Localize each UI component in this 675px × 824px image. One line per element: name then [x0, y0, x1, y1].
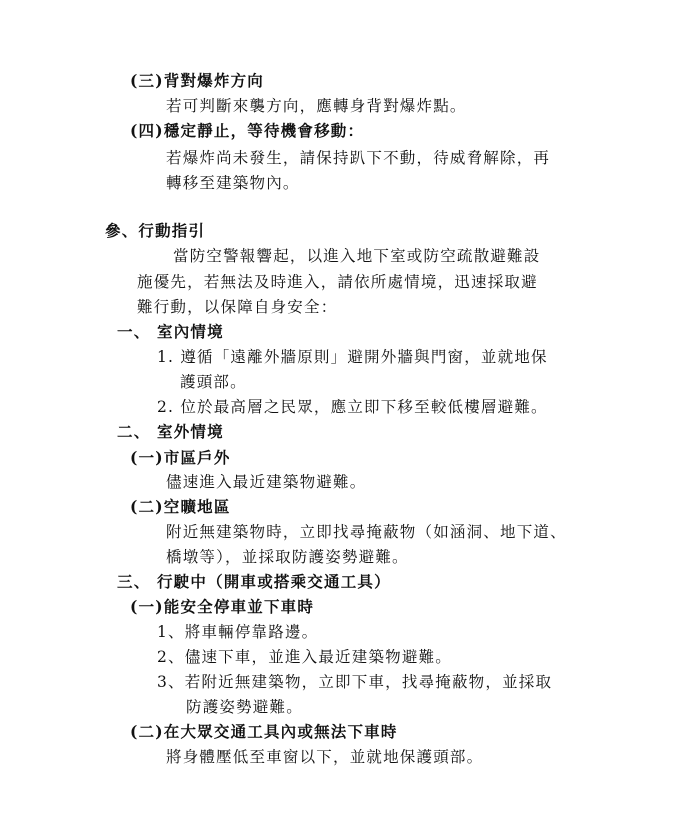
- outdoor-heading: 二、 室外情境: [117, 422, 224, 441]
- indoor-point1-line2: 護頭部。: [180, 373, 247, 391]
- item4-heading: (四)穩定靜止，等待機會移動：: [130, 121, 365, 140]
- driving-safe-point3-line2: 防護姿勢避難。: [186, 698, 303, 716]
- outdoor-open-line1: 附近無建築物時，立即找尋掩蔽物（如涵洞、地下道、: [166, 523, 567, 541]
- driving-transit-text: 將身體壓低至車窗以下，並就地保護頭部。: [166, 748, 484, 766]
- section-intro-line1: 當防空警報響起，以進入地下室或防空疏散避難設: [173, 247, 541, 265]
- indoor-point2: 2. 位於最高層之民眾，應立即下移至較低樓層避難。: [157, 398, 548, 416]
- outdoor-urban-heading: (一)市區戶外: [130, 448, 231, 467]
- section-intro-line2: 施優先，若無法及時進入，請依所處情境，迅速採取避: [137, 273, 538, 291]
- indoor-heading: 一、 室內情境: [117, 322, 224, 341]
- section-title: 參、行動指引: [105, 221, 206, 240]
- indoor-point1-line1: 1. 遵循「遠離外牆原則」避開外牆與門窗，並就地保: [157, 348, 548, 366]
- outdoor-open-line2: 橋墩等），並採取防護姿勢避難。: [166, 548, 409, 566]
- item4-text-line1: 若爆炸尚未發生，請保持趴下不動，待威脅解除，再: [166, 149, 551, 167]
- section-intro-line3: 難行動，以保障自身安全：: [137, 298, 338, 316]
- driving-safe-point1: 1、將車輛停靠路邊。: [157, 623, 319, 641]
- driving-transit-heading: (二)在大眾交通工具內或無法下車時: [130, 722, 398, 741]
- outdoor-urban-text: 儘速進入最近建築物避難。: [166, 473, 367, 491]
- driving-heading: 三、 行駛中（開車或搭乘交通工具）: [117, 572, 391, 591]
- item3-text: 若可判斷來襲方向，應轉身背對爆炸點。: [166, 97, 467, 115]
- outdoor-open-heading: (二)空曠地區: [130, 497, 231, 516]
- item3-heading: (三)背對爆炸方向: [130, 71, 264, 90]
- driving-safe-point3-line1: 3、若附近無建築物，立即下車，找尋掩蔽物，並採取: [157, 673, 553, 691]
- item4-text-line2: 轉移至建築物內。: [166, 174, 300, 192]
- driving-safe-point2: 2、儘速下車，並進入最近建築物避難。: [157, 648, 452, 666]
- driving-safe-heading: (一)能安全停車並下車時: [130, 597, 315, 616]
